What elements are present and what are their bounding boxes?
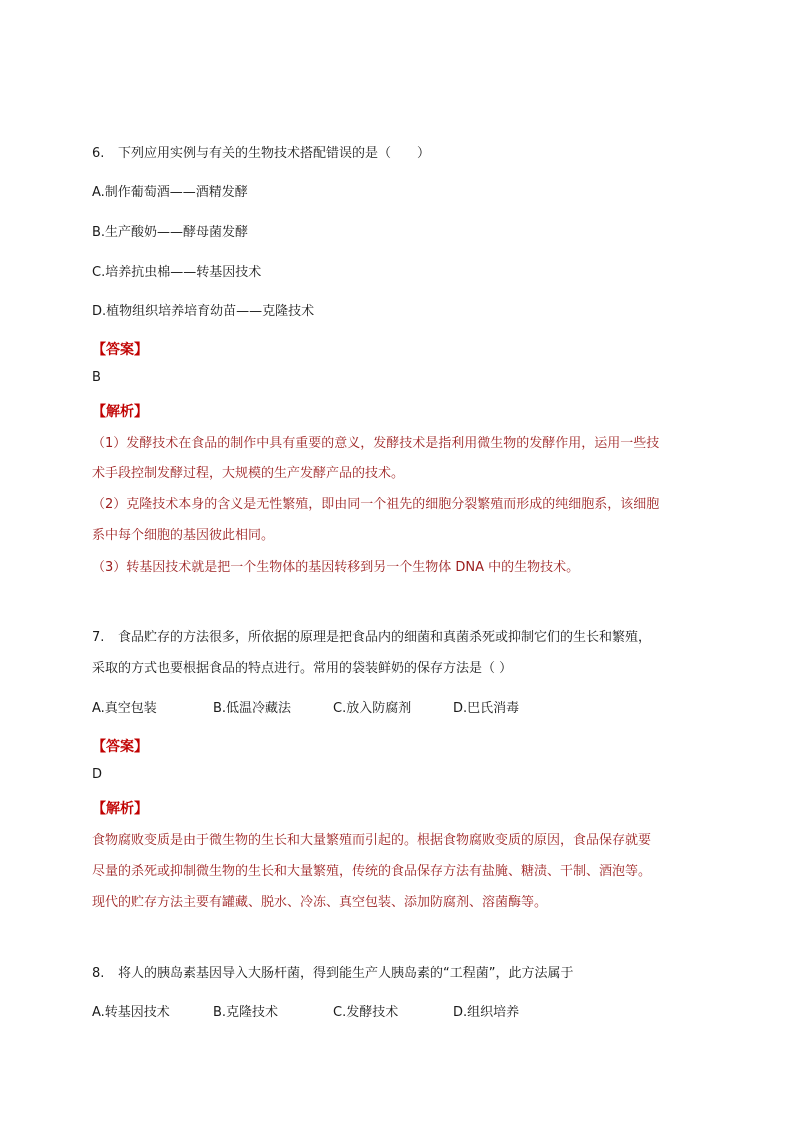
- q7-analysis-tag: 【解析】: [92, 801, 148, 817]
- q6-analysis-line-5: （3）转基因技术就是把一个生物体的基因转移到另一个生物体 DNA 中的生物技术。: [92, 560, 580, 575]
- q7-analysis-line-2: 尽量的杀死或抑制微生物的生长和大量繁殖，传统的食品保存方法有盐腌、糖渍、干制、酒泡等。: [92, 864, 652, 879]
- q7-answer: D: [92, 767, 103, 782]
- q7-option-c: C.放入防腐剂: [333, 701, 412, 716]
- question-text: 将人的胰岛素基因导入大肠杆菌，得到能生产人胰岛素的“工程菌”，此方法属于: [118, 966, 574, 981]
- question-number: 7.: [92, 630, 105, 645]
- q7-options: [92, 697, 692, 715]
- question-text: 下列应用实例与有关的生物技术搭配错误的是（ ）: [118, 146, 431, 161]
- q7-answer-tag: 【答案】: [92, 739, 148, 755]
- q6-option-d: D.植物组织培养培育幼苗——克隆技术: [92, 304, 315, 319]
- q8-option-b: B.克隆技术: [213, 1005, 279, 1020]
- q6-option-a: A.制作葡萄酒——酒精发酵: [92, 185, 248, 200]
- question-7-stem: [92, 626, 651, 645]
- q6-answer-tag: 【答案】: [92, 342, 148, 358]
- q7-analysis-line-1: 食物腐败变质是由于微生物的生长和大量繁殖而引起的。根据食物腐败变质的原因，食品保存就要: [92, 833, 652, 848]
- question-6-stem: [92, 142, 430, 161]
- q8-option-d: D.组织培养: [453, 1005, 520, 1020]
- question-7-stem-line-2: 采取的方式也要根据食品的特点进行。常用的袋装鲜奶的保存方法是（ ）: [92, 661, 513, 676]
- question-number: 8.: [92, 966, 105, 981]
- q6-analysis-tag: 【解析】: [92, 404, 148, 420]
- q7-option-b: B.低温冷藏法: [213, 701, 292, 716]
- q6-analysis-line-2: 术手段控制发酵过程，大规模的生产发酵产品的技术。: [92, 466, 405, 481]
- question-text: 食品贮存的方法很多，所依据的原理是把食品内的细菌和真菌杀死或抑制它们的生长和繁殖，: [118, 630, 652, 645]
- q8-option-a: A.转基因技术: [92, 1005, 170, 1020]
- q6-option-b: B.生产酸奶——酵母菌发酵: [92, 225, 249, 240]
- q6-analysis-line-4: 系中每个细胞的基因彼此相同。: [92, 528, 275, 543]
- q6-analysis-line-1: （1）发酵技术在食品的制作中具有重要的意义，发酵技术是指利用微生物的发酵作用，运用一些技: [92, 436, 660, 451]
- question-number: 6.: [92, 146, 105, 161]
- q6-answer: B: [92, 370, 101, 385]
- q6-option-c: C.培养抗虫棉——转基因技术: [92, 265, 262, 280]
- q8-option-c: C.发酵技术: [333, 1005, 399, 1020]
- q8-options: [92, 1001, 692, 1019]
- q7-analysis-line-3: 现代的贮存方法主要有罐藏、脱水、冷冻、真空包装、添加防腐剂、溶菌酶等。: [92, 895, 548, 910]
- q7-option-d: D.巴氏消毒: [453, 701, 520, 716]
- q6-analysis-line-3: （2）克隆技术本身的含义是无性繁殖，即由同一个祖先的细胞分裂繁殖而形成的纯细胞系，该细胞: [92, 497, 660, 512]
- question-8-stem: [92, 962, 573, 981]
- q7-option-a: A.真空包装: [92, 701, 157, 716]
